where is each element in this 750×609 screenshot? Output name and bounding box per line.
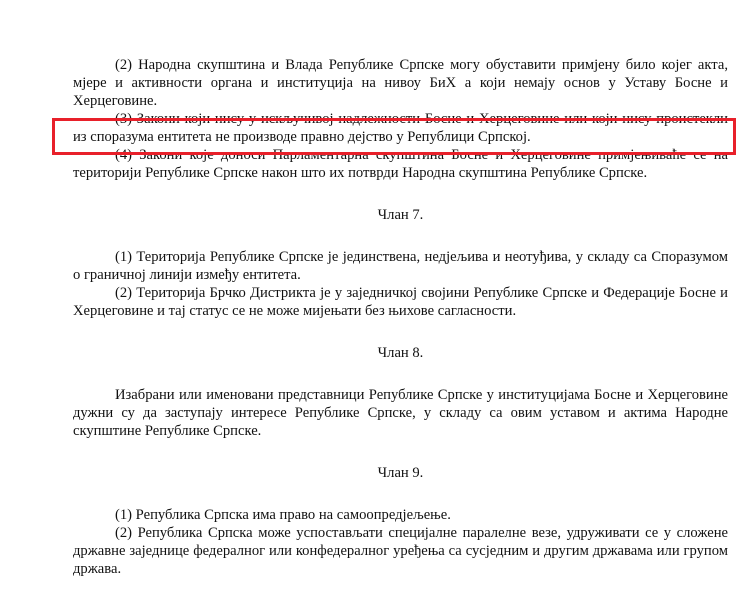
article-7-paragraph-2: (2) Територија Брчко Дистрикта је у заједничкој својини Републике Српске и Федерације Босне и Херцеговине и тај статус се не може мијењати без њихове сагласности. bbox=[73, 285, 728, 319]
paragraph-4: (4) Закони које доноси Парламентарна скупштина Босне и Херцеговине примјењиваће се на територији Републике Српске након што их потврди Народна скупштина Републике Српске. bbox=[73, 147, 728, 181]
article-7-paragraph-1: (1) Територија Републике Српске је јединствена, недјељива и неотуђива, у складу са Споразумом о граничној линији између ентитета. bbox=[73, 249, 728, 283]
paragraph-2: (2) Народна скупштина и Влада Републике Српске могу обуставити примјену било којег акта, мјере и активности органа и институција на нивоу БиХ а који немају основ у Уставу Босне и Херцеговине. bbox=[73, 57, 728, 109]
article-9-paragraph-1: (1) Република Српска има право на самоопредјељење. bbox=[115, 507, 451, 523]
article-8-paragraph: Изабрани или именовани представници Републике Српске у институцијама Босне и Херцеговине дужни су да заступају интересе Републике Српске, у складу са овим уставом и актима Народне скупштине Републике Српске. bbox=[73, 387, 728, 439]
article-9-heading: Члан 9. bbox=[377, 465, 424, 481]
article-8-heading: Члан 8. bbox=[377, 345, 424, 361]
article-9-paragraph-2: (2) Република Српска може успостављати специјалне паралелне везе, удруживати се у сложене државне заједнице федералног или конфедералног уређења са сусједним и другим државама или групом држава. bbox=[73, 525, 728, 577]
document-page bbox=[73, 56, 728, 578]
paragraph-3-highlighted: (3) Закони који нису у искључивој надлежности Босне и Херцеговине или који нису проистекли из споразума ентитета не производе правно дејство у Републици Српској. bbox=[73, 111, 728, 145]
article-7-heading: Члан 7. bbox=[377, 207, 424, 223]
